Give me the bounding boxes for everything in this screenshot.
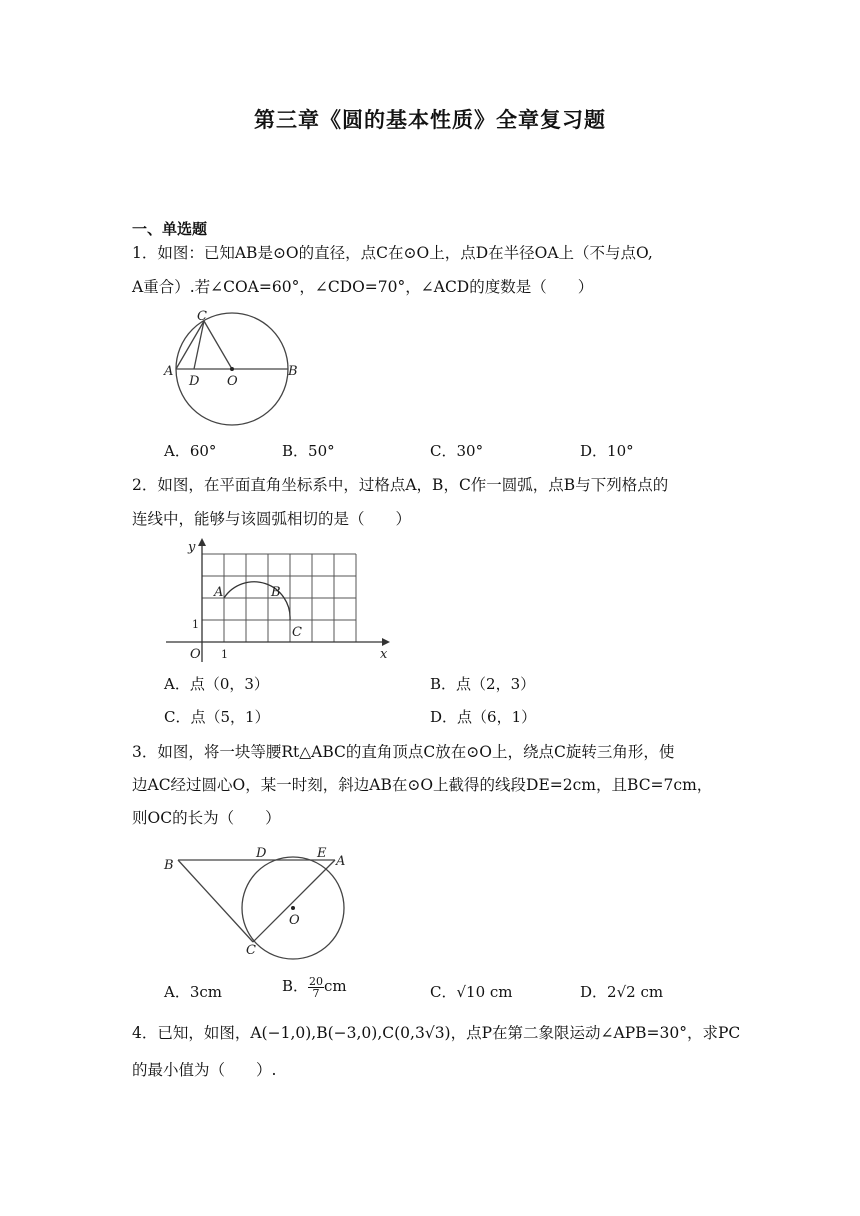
q2-text-line1: 2．如图，在平面直角坐标系中，过格点A，B，C作一圆弧，点B与下列格点的 [132, 476, 669, 494]
q4-text-line1: 4．已知，如图，A(−1,0),B(−3,0),C(0,3√3)，点P在第二象限运动∠APB=30°，求PC [132, 1024, 741, 1042]
q1-text-line2: A重合）.若∠COA=60°，∠CDO=70°，∠ACD的度数是（ ） [132, 278, 594, 296]
q3-option-b-numerator: 20 [309, 974, 324, 988]
q3-label-o: O [289, 913, 300, 928]
q2-label-one-x: 1 [221, 648, 228, 661]
q3-label-c: C [246, 943, 256, 958]
q3-option-c[interactable]: C．√10 cm [430, 983, 513, 1001]
q2-y-axis-arrow [198, 538, 206, 546]
q3-side-ca [253, 860, 335, 942]
q3-text-line2: 边AC经过圆心O，某一时刻，斜边AB在⊙O上截得的线段DE=2cm，且BC=7cm， [132, 776, 713, 794]
q1-text-line1: 1．如图：已知AB是⊙O的直径，点C在⊙O上，点D在半径OA上（不与点O, [132, 244, 653, 262]
q3-label-b: B [164, 858, 174, 873]
q3-option-d[interactable]: D．2√2 cm [580, 983, 664, 1001]
q2-figure [160, 536, 400, 664]
q2-x-axis-arrow [382, 638, 390, 646]
q1-option-b[interactable]: B．50° [282, 442, 335, 460]
q3-option-b-prefix: B． [282, 977, 309, 995]
q3-label-d: D [256, 846, 267, 861]
page-title: 第三章《圆的基本性质》全章复习题 [254, 108, 606, 132]
q2-option-b[interactable]: B．点（2，3） [430, 675, 536, 693]
q1-label-d: D [189, 374, 200, 389]
section-heading: 一、单选题 [132, 220, 208, 238]
q2-label-x: x [380, 647, 388, 662]
q2-label-c: C [292, 625, 302, 640]
q3-option-a[interactable]: A．3cm [164, 983, 223, 1001]
q3-text-line3: 则OC的长为（ ） [132, 809, 281, 827]
q2-text-line2: 连线中，能够与该圆弧相切的是（ ） [132, 510, 412, 528]
q1-segment-cd [194, 321, 204, 369]
q2-label-one-y: 1 [192, 618, 199, 631]
q2-option-a[interactable]: A．点（0，3） [164, 675, 269, 693]
q3-option-b[interactable] [282, 975, 347, 999]
q1-segment-co [204, 321, 232, 369]
q2-label-b: B [271, 585, 281, 600]
q2-label-o: O [190, 647, 201, 662]
q2-label-y: y [188, 540, 196, 555]
q3-option-b-unit: cm [324, 977, 347, 995]
q1-label-o: O [227, 374, 238, 389]
q1-center-dot [230, 367, 234, 371]
q3-label-a: A [336, 854, 346, 869]
q1-segment-ac [176, 321, 204, 369]
q3-option-b-fraction [308, 976, 324, 999]
q1-label-a: A [164, 364, 174, 379]
q1-option-a[interactable]: A．60° [164, 442, 217, 460]
q1-label-b: B [288, 364, 298, 379]
q1-option-c[interactable]: C．30° [430, 442, 484, 460]
q3-option-b-denominator: 7 [312, 986, 320, 1000]
q1-figure [160, 305, 310, 430]
q4-text-line2: 的最小值为（ ）. [132, 1061, 277, 1079]
q2-option-d[interactable]: D．点（6，1） [430, 708, 537, 726]
q2-option-c[interactable]: C．点（5，1） [164, 708, 270, 726]
q2-label-a: A [214, 585, 224, 600]
q3-center-dot [291, 906, 295, 910]
q1-label-c: C [197, 309, 207, 324]
q3-text-line1: 3．如图，将一块等腰Rt△ABC的直角顶点C放在⊙O上，绕点C旋转三角形，使 [132, 743, 675, 761]
q3-label-e: E [317, 846, 327, 861]
q3-figure [160, 842, 360, 964]
q1-option-d[interactable]: D．10° [580, 442, 634, 460]
q3-side-bc [178, 860, 253, 942]
